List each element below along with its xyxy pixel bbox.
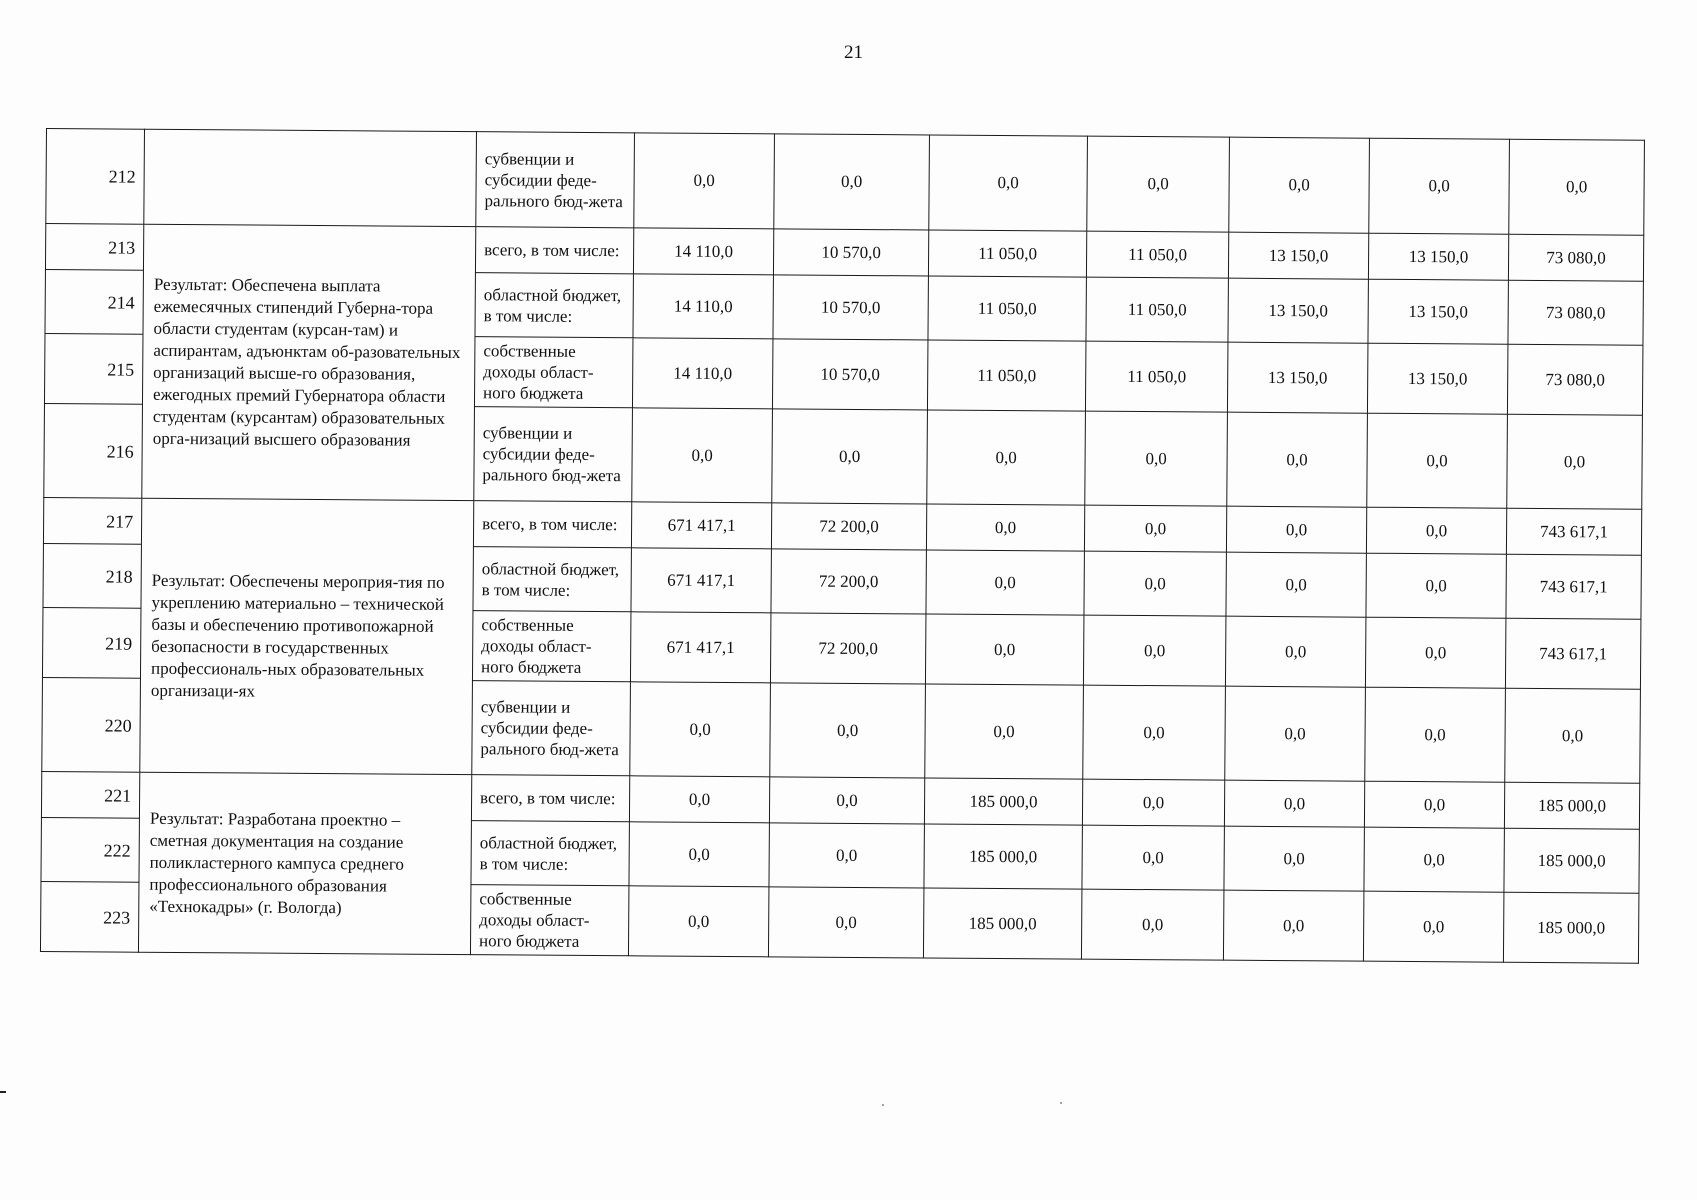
amount-cell: 671 417,1 xyxy=(630,612,771,683)
funding-source: собственные доходы област-ного бюджета xyxy=(470,885,629,956)
amount-cell: 0,0 xyxy=(1083,685,1226,780)
amount-cell: 10 570,0 xyxy=(772,339,928,410)
amount-cell: 0,0 xyxy=(1365,617,1506,688)
amount-cell: 0,0 xyxy=(1087,136,1230,232)
amount-cell: 13 150,0 xyxy=(1228,232,1368,279)
funding-source: всего, в том числе: xyxy=(471,775,629,822)
amount-cell: 0,0 xyxy=(772,409,928,504)
table-row xyxy=(46,129,1645,236)
amount-cell: 0,0 xyxy=(774,134,930,230)
amount-cell: 743 617,1 xyxy=(1506,554,1641,619)
amount-cell: 0,0 xyxy=(1364,827,1504,892)
scan-speck xyxy=(882,1104,884,1106)
amount-cell: 14 110,0 xyxy=(632,338,773,409)
amount-cell: 0,0 xyxy=(629,822,769,887)
amount-cell: 0,0 xyxy=(1226,506,1366,553)
funding-source: всего, в том числе: xyxy=(475,227,633,274)
amount-cell: 0,0 xyxy=(769,823,924,888)
amount-cell: 0,0 xyxy=(1082,825,1224,890)
amount-cell: 0,0 xyxy=(1366,553,1506,618)
funding-source: собственные доходы област-ного бюджета xyxy=(472,611,631,682)
amount-cell: 0,0 xyxy=(1369,138,1510,234)
amount-cell: 0,0 xyxy=(1227,412,1368,507)
amount-cell: 0,0 xyxy=(1366,507,1506,554)
funding-source: субвенции и субсидии феде-рального бюд-жета xyxy=(474,407,633,502)
amount-cell: 0,0 xyxy=(926,550,1084,615)
row-number: 213 xyxy=(45,224,143,271)
amount-cell: 671 417,1 xyxy=(631,502,771,549)
amount-cell: 0,0 xyxy=(1083,615,1226,686)
amount-cell: 185 000,0 xyxy=(1504,782,1639,829)
row-number: 218 xyxy=(43,543,141,608)
amount-cell: 0,0 xyxy=(1082,779,1224,826)
amount-cell: 11 050,0 xyxy=(1086,231,1228,278)
amount-cell: 11 050,0 xyxy=(1085,341,1228,412)
funding-source: собственные доходы област-ного бюджета xyxy=(474,337,633,408)
result-description xyxy=(144,129,477,226)
amount-cell: 13 150,0 xyxy=(1368,279,1508,344)
amount-cell: 0,0 xyxy=(1507,414,1643,509)
amount-cell: 0,0 xyxy=(926,504,1084,551)
amount-cell: 11 050,0 xyxy=(927,340,1086,411)
amount-cell: 0,0 xyxy=(925,614,1084,685)
amount-cell: 185 000,0 xyxy=(923,888,1082,959)
amount-cell: 185 000,0 xyxy=(1504,828,1639,893)
row-number: 215 xyxy=(44,333,143,404)
amount-cell: 0,0 xyxy=(1364,781,1504,828)
amount-cell: 671 417,1 xyxy=(631,548,771,613)
amount-cell: 0,0 xyxy=(770,683,926,778)
amount-cell: 743 617,1 xyxy=(1505,618,1641,689)
amount-cell: 11 050,0 xyxy=(928,276,1086,341)
page-number: 21 xyxy=(844,42,863,63)
amount-cell: 73 080,0 xyxy=(1508,234,1643,281)
amount-cell: 11 050,0 xyxy=(928,230,1086,277)
amount-cell: 0,0 xyxy=(1363,891,1504,962)
amount-cell: 72 200,0 xyxy=(771,549,926,614)
amount-cell: 0,0 xyxy=(1224,826,1364,891)
amount-cell: 13 150,0 xyxy=(1227,342,1368,413)
amount-cell: 0,0 xyxy=(769,777,924,824)
scan-speck xyxy=(1060,1102,1062,1104)
amount-cell: 72 200,0 xyxy=(770,613,926,684)
amount-cell: 13 150,0 xyxy=(1367,343,1508,414)
row-number: 221 xyxy=(41,771,139,818)
amount-cell: 10 570,0 xyxy=(773,229,928,276)
row-number: 216 xyxy=(44,403,143,498)
amount-cell: 73 080,0 xyxy=(1507,344,1643,415)
row-number: 214 xyxy=(45,269,143,334)
amount-cell: 72 200,0 xyxy=(771,503,926,550)
amount-cell: 10 570,0 xyxy=(773,275,928,340)
amount-cell: 0,0 xyxy=(1225,616,1366,687)
amount-cell: 0,0 xyxy=(1084,551,1226,616)
funding-source: областной бюджет, в том числе: xyxy=(473,547,631,612)
amount-cell: 185 000,0 xyxy=(924,778,1082,825)
amount-cell: 0,0 xyxy=(1085,411,1228,506)
amount-cell: 0,0 xyxy=(1509,139,1645,235)
amount-cell: 0,0 xyxy=(1229,137,1370,233)
amount-cell: 185 000,0 xyxy=(924,824,1082,889)
amount-cell: 185 000,0 xyxy=(1503,892,1639,963)
row-number: 220 xyxy=(42,677,141,772)
funding-source: областной бюджет, в том числе: xyxy=(471,821,629,886)
amount-cell: 0,0 xyxy=(634,133,775,229)
amount-cell: 0,0 xyxy=(630,682,771,777)
amount-cell: 0,0 xyxy=(628,886,769,957)
amount-cell: 13 150,0 xyxy=(1368,233,1508,280)
amount-cell: 0,0 xyxy=(1505,688,1641,783)
amount-cell: 0,0 xyxy=(1223,890,1364,961)
row-number: 223 xyxy=(40,881,139,952)
amount-cell: 0,0 xyxy=(632,408,773,503)
amount-cell: 0,0 xyxy=(1081,889,1224,960)
result-description: Результат: Обеспечены мероприя-тия по укреплению материально – технической базы и обеспечению противопожарной безопасности в государственных профессиональ-ных образовательных организаци-ях xyxy=(140,498,474,774)
funding-source: всего, в том числе: xyxy=(473,501,631,548)
amount-cell: 14 110,0 xyxy=(633,228,773,275)
amount-cell: 0,0 xyxy=(929,135,1088,231)
amount-cell: 14 110,0 xyxy=(633,274,773,339)
result-description: Результат: Обеспечена выплата ежемесячных стипендий Губерна-тора области студентам (курсан-там) и аспирантам, адъюнктам об-разовательных организаций высше-го образования, ежегодных премий Губернатора области студентам (курсантам) образовательных орга-низаций высшего образования xyxy=(142,224,476,500)
amount-cell: 73 080,0 xyxy=(1508,280,1643,345)
margin-mark xyxy=(0,1091,6,1093)
funding-source: субвенции и субсидии феде-рального бюд-жета xyxy=(476,132,635,228)
amount-cell: 0,0 xyxy=(925,684,1084,779)
row-number: 217 xyxy=(43,497,141,544)
table-body xyxy=(40,129,1644,964)
result-description: Результат: Разработана проектно – сметная документация на создание поликластерного кампуса среднего профессионального образования «Технокадры» (г. Вологда) xyxy=(138,772,471,954)
amount-cell: 0,0 xyxy=(1365,687,1506,782)
amount-cell: 0,0 xyxy=(1224,780,1364,827)
amount-cell: 11 050,0 xyxy=(1086,277,1228,342)
amount-cell: 13 150,0 xyxy=(1228,278,1368,343)
budget-table xyxy=(40,128,1645,964)
row-number: 222 xyxy=(41,817,139,882)
row-number: 219 xyxy=(42,607,141,678)
amount-cell: 0,0 xyxy=(1367,413,1508,508)
funding-source: областной бюджет, в том числе: xyxy=(475,273,633,338)
amount-cell: 0,0 xyxy=(1225,686,1366,781)
funding-source: субвенции и субсидии феде-рального бюд-жета xyxy=(472,681,631,776)
row-number: 212 xyxy=(46,129,145,225)
amount-cell: 0,0 xyxy=(927,410,1086,505)
amount-cell: 0,0 xyxy=(1084,505,1226,552)
amount-cell: 743 617,1 xyxy=(1506,508,1641,555)
amount-cell: 0,0 xyxy=(768,887,924,958)
amount-cell: 0,0 xyxy=(629,776,769,823)
amount-cell: 0,0 xyxy=(1226,552,1366,617)
